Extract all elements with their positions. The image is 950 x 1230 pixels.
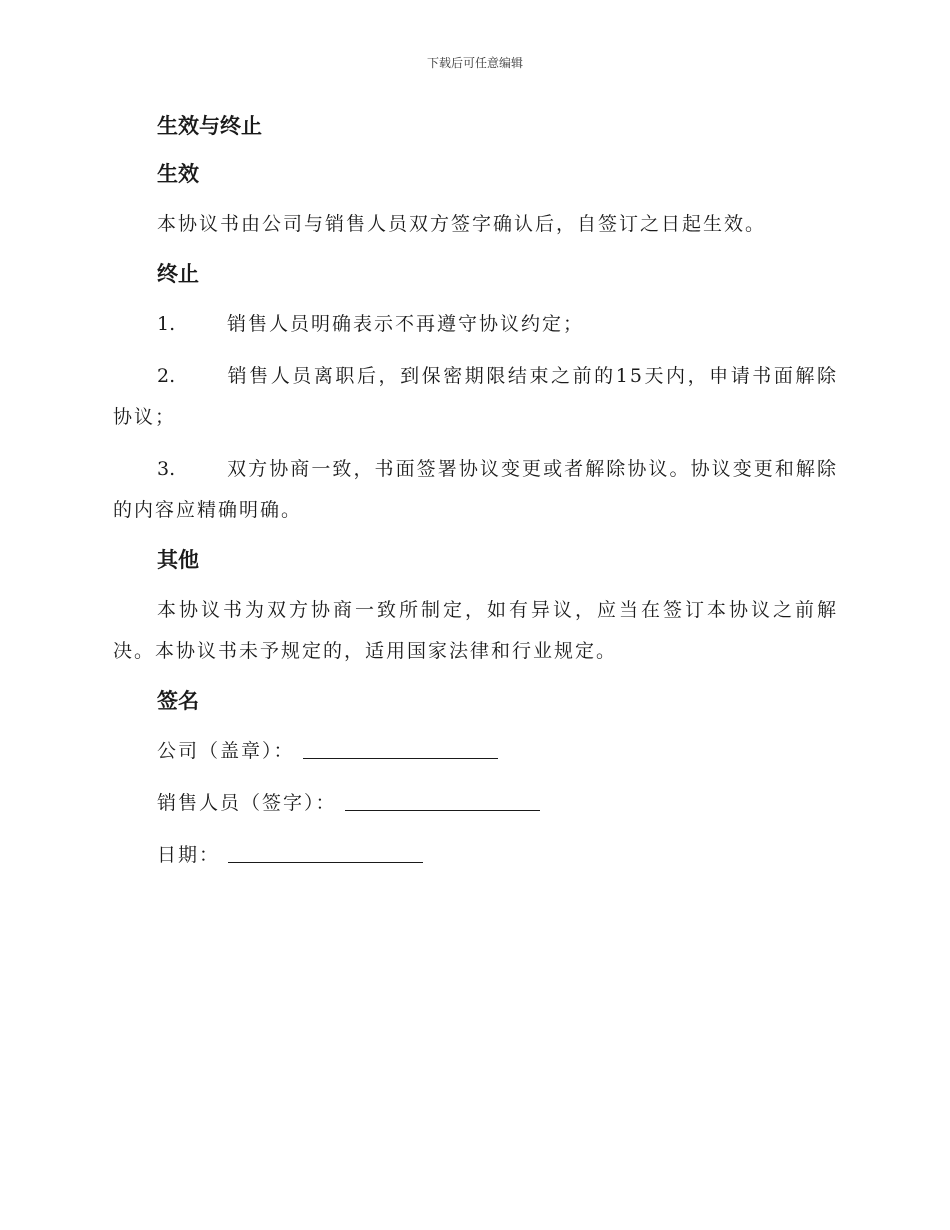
date-blank[interactable] — [228, 840, 423, 863]
document-body — [113, 108, 838, 876]
item-number: 1. — [157, 313, 176, 335]
item-number: 3. — [157, 458, 176, 480]
sales-label: 销售人员（签字）： — [157, 792, 337, 814]
section-title: 生效与终止 — [157, 114, 262, 138]
item-text: 双方协商一致，书面签署协议变更或者解除协议。协议变更和解除的内容应精确明确。 — [113, 458, 838, 521]
item-number: 2. — [157, 365, 176, 387]
effective-text: 本协议书由公司与销售人员双方签字确认后，自签订之日起生效。 — [157, 213, 767, 235]
item-text: 销售人员离职后，到保密期限结束之前的15天内，申请书面解除协议； — [113, 365, 838, 428]
termination-item — [113, 356, 838, 438]
termination-item — [113, 304, 838, 345]
company-signature-line — [157, 731, 838, 772]
termination-heading: 终止 — [157, 262, 199, 286]
other-text: 本协议书为双方协商一致所制定，如有异议，应当在签订本协议之前解决。本协议书未予规定的，适用国家法律和行业规定。 — [113, 599, 838, 662]
header-note: 下载后可任意编辑 — [426, 56, 523, 70]
other-heading: 其他 — [157, 548, 199, 572]
sales-signature-blank[interactable] — [345, 788, 540, 811]
termination-item — [113, 449, 838, 531]
item-text: 销售人员明确表示不再遵守协议约定； — [227, 313, 585, 335]
company-signature-blank[interactable] — [303, 736, 498, 759]
date-line — [157, 835, 838, 876]
company-label: 公司（盖章）： — [157, 740, 295, 762]
date-label: 日期： — [157, 844, 221, 866]
sales-signature-line — [157, 783, 838, 824]
signature-heading: 签名 — [157, 689, 199, 713]
effective-heading: 生效 — [157, 162, 199, 186]
